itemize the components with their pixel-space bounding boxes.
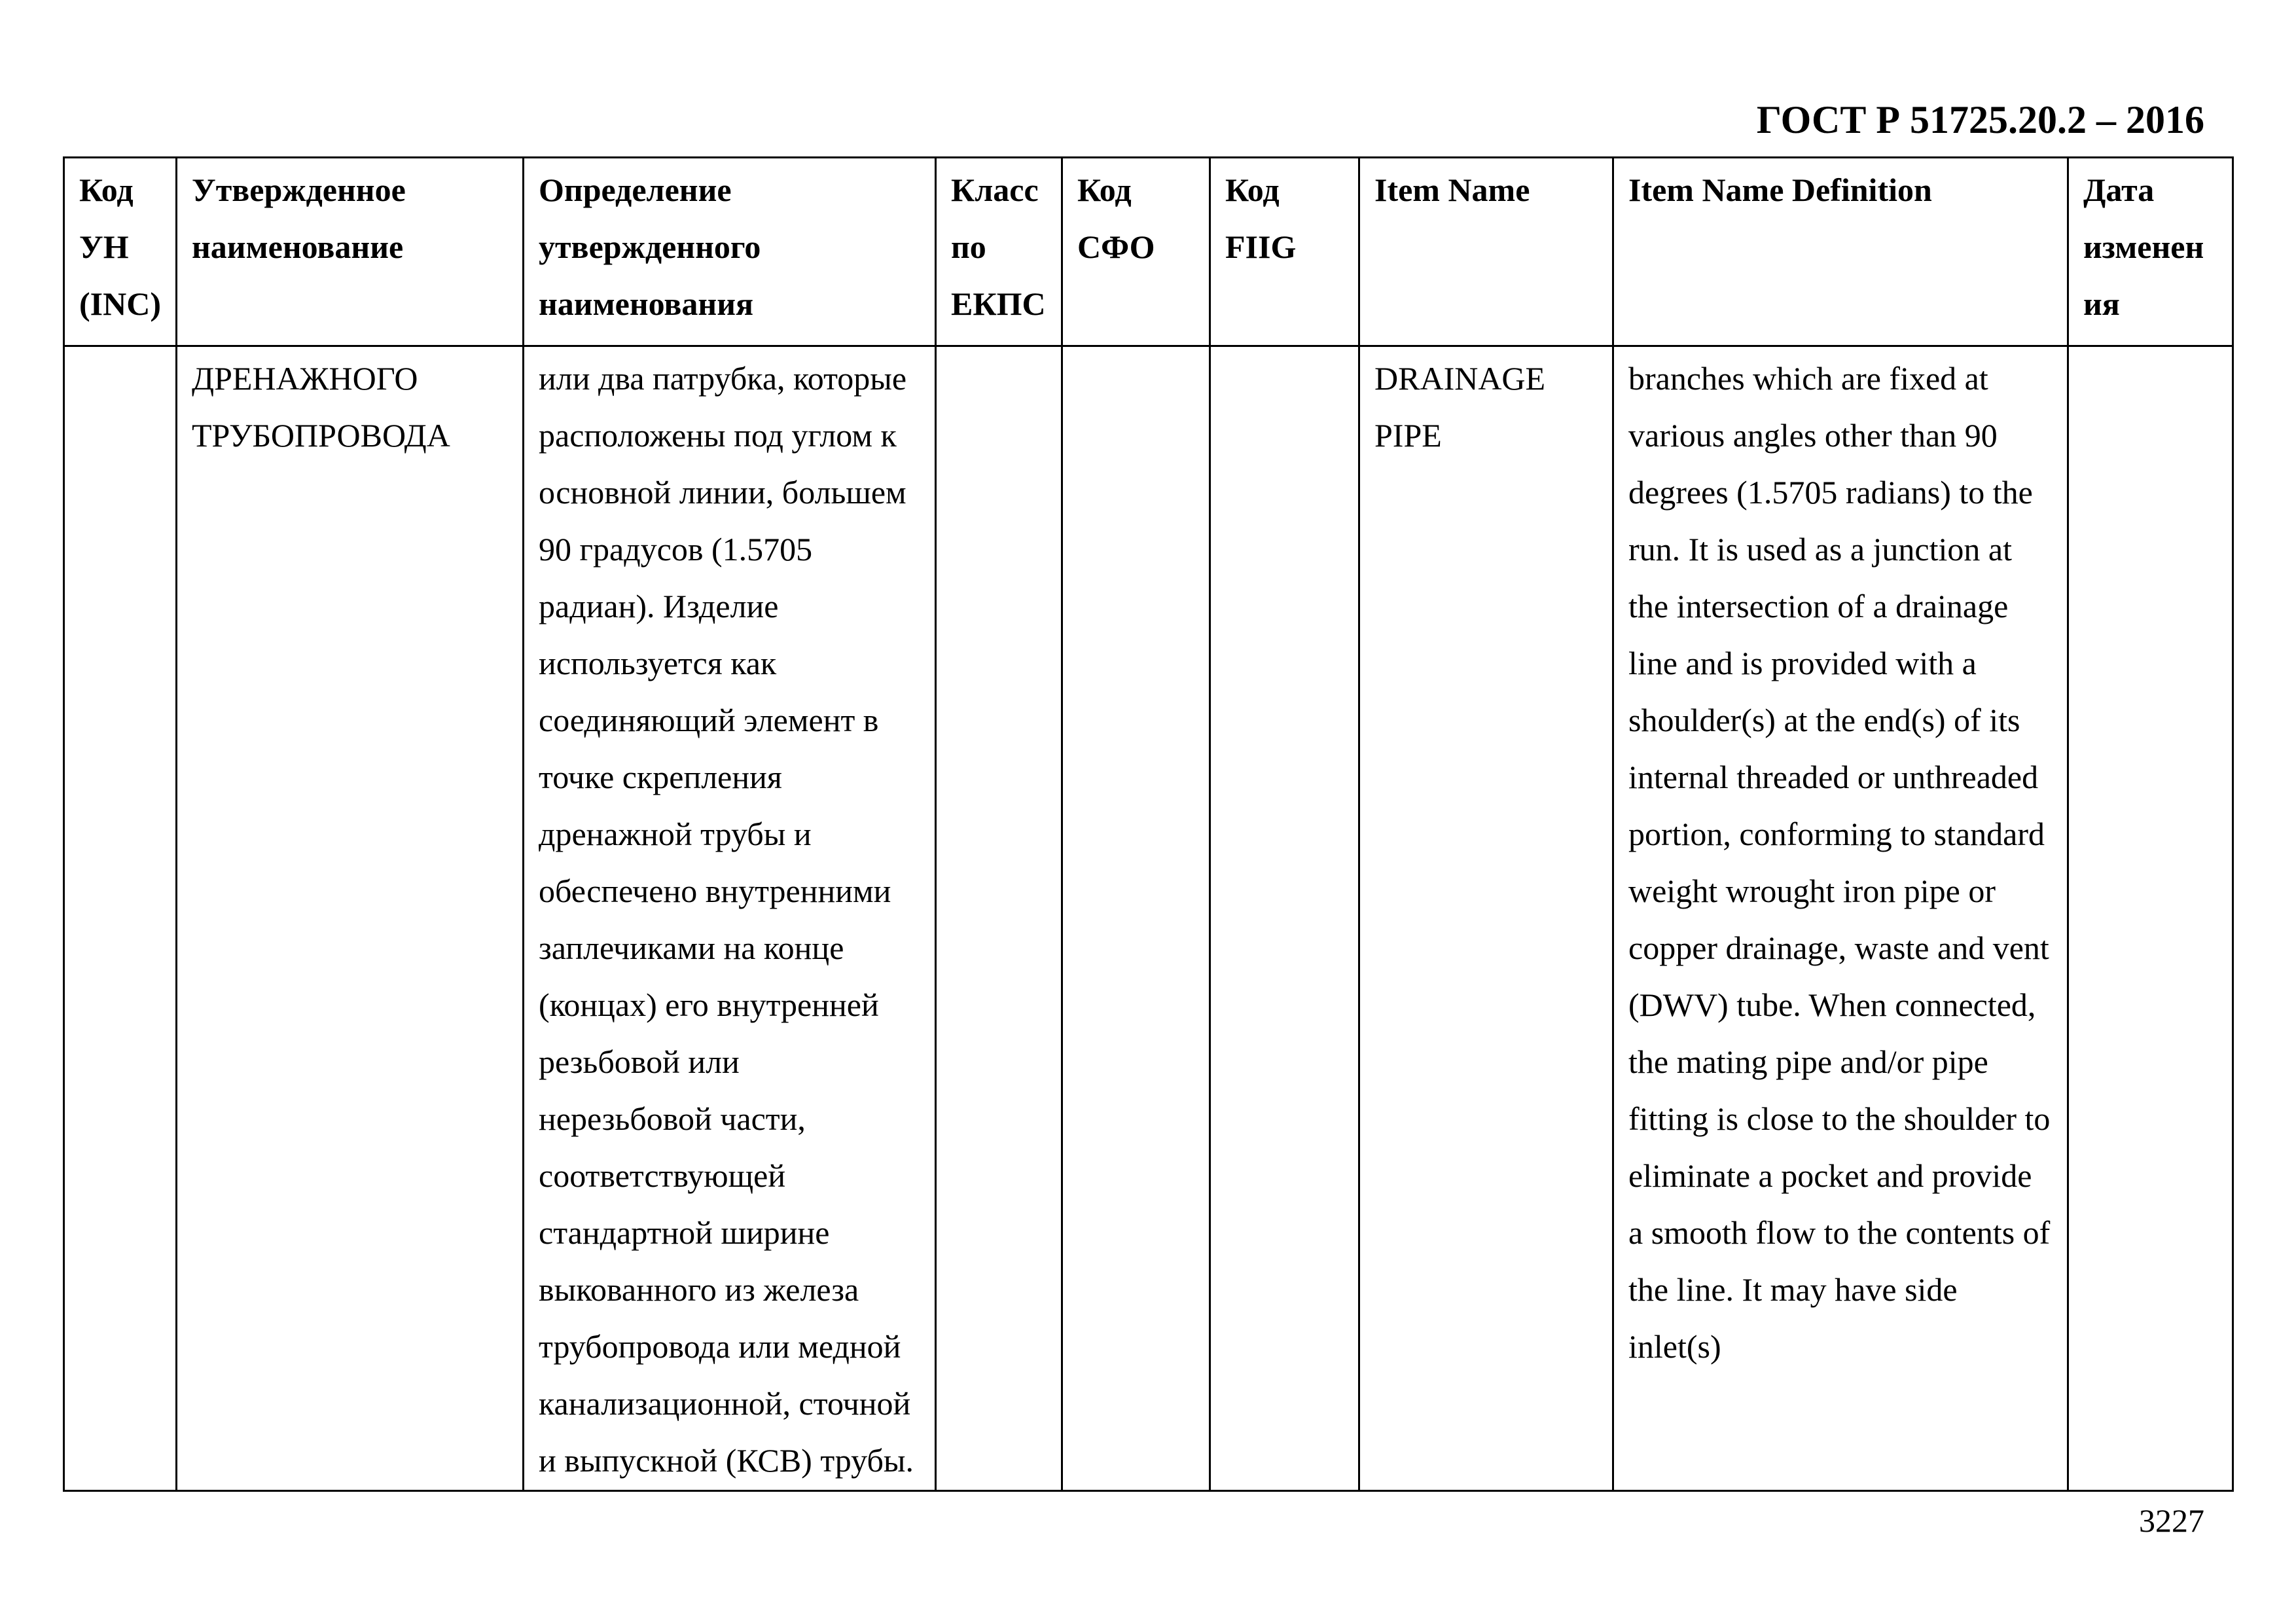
column-header-change-date: Дата изменен ия — [2068, 158, 2233, 346]
cell-ekps-class — [936, 346, 1062, 1491]
cell-inc-code — [64, 346, 177, 1491]
table-row — [64, 346, 2233, 1491]
document-standard-code: ГОСТ Р 51725.20.2 – 2016 — [1756, 98, 2204, 141]
cell-item-name: DRAINAGE PIPE — [1359, 346, 1613, 1491]
cell-approved-name: ДРЕНАЖНОГО ТРУБОПРОВОДА — [177, 346, 524, 1491]
column-header-item-name-definition: Item Name Definition — [1613, 158, 2068, 346]
cell-change-date — [2068, 346, 2233, 1491]
column-header-item-name: Item Name — [1359, 158, 1613, 346]
cell-approved-name-definition: или два патрубка, которые расположены под углом к основной линии, большем 90 градусов (1.5705 радиан). Изделие используется как соединяющий элемент в точке скрепления дренажной трубы и обеспечено внутренними заплечиками на конце (концах) его внутренней резьбовой или нерезьбовой части, соответствующей стандартной ширине выкованного из железа трубопровода или медной канализационной, сточной и выпускной (КСВ) трубы. — [524, 346, 936, 1491]
column-header-sfo-code: Код СФО — [1062, 158, 1210, 346]
table-header-row — [64, 158, 2233, 346]
item-name-table — [63, 156, 2234, 1492]
column-header-fiig-code: Код FIIG — [1210, 158, 1359, 346]
column-header-approved-name-definition: Определение утвержденного наименования — [524, 158, 936, 346]
page-number: 3227 — [2139, 1502, 2204, 1539]
column-header-approved-name: Утвержденное наименование — [177, 158, 524, 346]
cell-fiig-code — [1210, 346, 1359, 1491]
cell-sfo-code — [1062, 346, 1210, 1491]
column-header-ekps-class: Класс по ЕКПС — [936, 158, 1062, 346]
column-header-inc-code: Код УН (INC) — [64, 158, 177, 346]
cell-item-name-definition: branches which are fixed at various angles other than 90 degrees (1.5705 radians) to the run. It is used as a junction at the intersection of a drainage line and is provided with a shoulder(s) at the end(s) of its internal threaded or unthreaded portion, conforming to standard weight wrought iron pipe or copper drainage, waste and vent (DWV) tube. When connected, the mating pipe and/or pipe fitting is close to the shoulder to eliminate a pocket and provide a smooth flow to the contents of the line. It may have side inlet(s) — [1613, 346, 2068, 1491]
